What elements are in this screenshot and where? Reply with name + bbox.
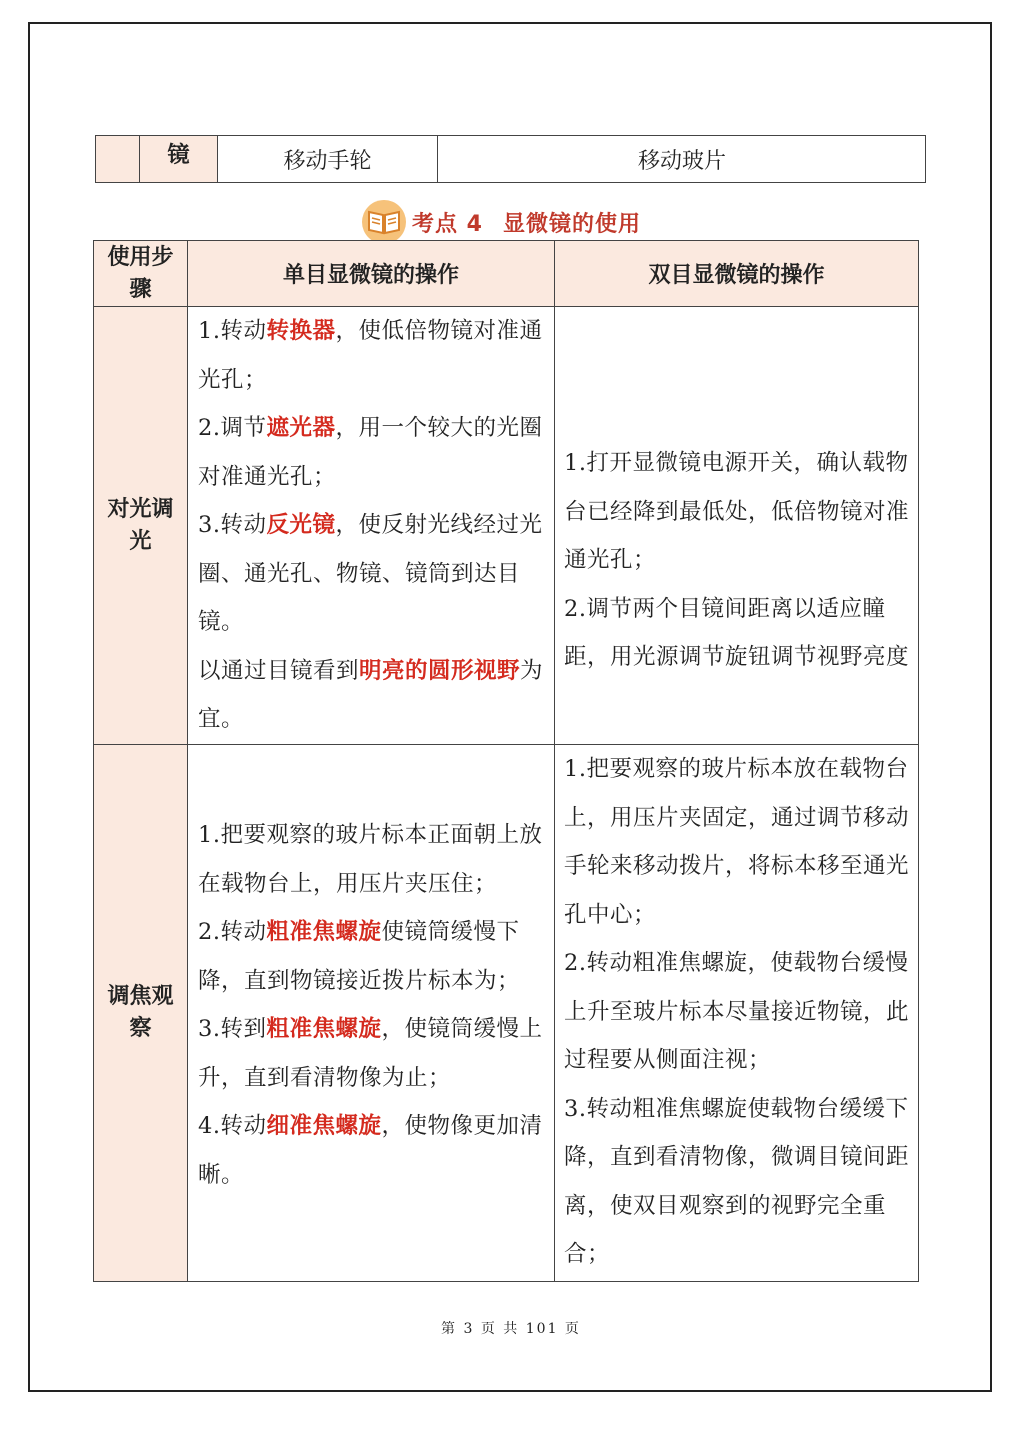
mono-cell: 移动手轮 (218, 136, 438, 182)
bino-light-cell (555, 307, 918, 745)
paragraph: 3.转动粗准焦螺旋使载物台缓缓下降，直到看清物像，微调目镜间距离，使双目观察到的视野完全重合； (564, 1095, 910, 1267)
paragraph: 以通过目镜看到明亮的圆形视野为宜。 (198, 657, 544, 732)
paragraph: 2.转动粗准焦螺旋使镜筒缓慢下降，直到物镜接近拨片标本为； (198, 919, 521, 994)
paragraph: 3.转到粗准焦螺旋，使镜筒缓慢上升，直到看清物像为止； (198, 1016, 543, 1091)
page-number: 第 3 页 共 101 页 (441, 1321, 581, 1337)
step-cell-light: 对光调 光 (94, 307, 188, 745)
empty-cell (96, 136, 140, 182)
previous-table-fragment (95, 135, 926, 183)
paragraph: 2.调节两个目镜间距离以适应瞳距，用光源调节旋钮调节视野亮度 (564, 595, 910, 670)
paragraph: 1.把要观察的玻片标本放在载物台上，用压片夹固定，通过调节移动手轮来移动拨片，将标本移至通光孔中心； (564, 756, 910, 928)
paragraph: 2.调节遮光器，用一个较大的光圈对准通光孔； (198, 415, 543, 490)
header-mono: 单目显微镜的操作 (188, 241, 555, 307)
header-step: 使用步 骤 (94, 241, 188, 307)
open-book-icon (362, 200, 406, 244)
section-title: 显微镜的使用 (502, 211, 641, 237)
mono-focus-cell (188, 745, 555, 1281)
paragraph: 4.转动细准焦螺旋，使物像更加清晰。 (198, 1113, 543, 1188)
bino-focus-cell (555, 745, 918, 1281)
paragraph: 2.转动粗准焦螺旋，使载物台缓慢上升至玻片标本尽量接近物镜，此过程要从侧面注视； (564, 950, 910, 1073)
header-bino: 双目显微镜的操作 (555, 241, 918, 307)
paragraph: 1.转动转换器，使低倍物镜对准通光孔； (198, 318, 543, 393)
paragraph: 1.把要观察的玻片标本正面朝上放在载物台上，用压片夹压住； (198, 822, 543, 897)
section-number: 考点 4 (412, 211, 483, 237)
microscope-usage-table (93, 240, 919, 1282)
row-label-cell: 镜 (140, 136, 218, 182)
mono-light-cell (188, 307, 555, 745)
paragraph: 3.转动反光镜，使反射光线经过光圈、通光孔、物镜、镜筒到达目镜。 (198, 512, 543, 635)
paragraph: 1.打开显微镜电源开关，确认载物台已经降到最低处，低倍物镜对准通光孔； (564, 450, 910, 573)
section-heading (362, 200, 641, 244)
bino-cell: 移动玻片 (637, 148, 726, 174)
step-cell-focus: 调焦观 察 (94, 745, 188, 1281)
